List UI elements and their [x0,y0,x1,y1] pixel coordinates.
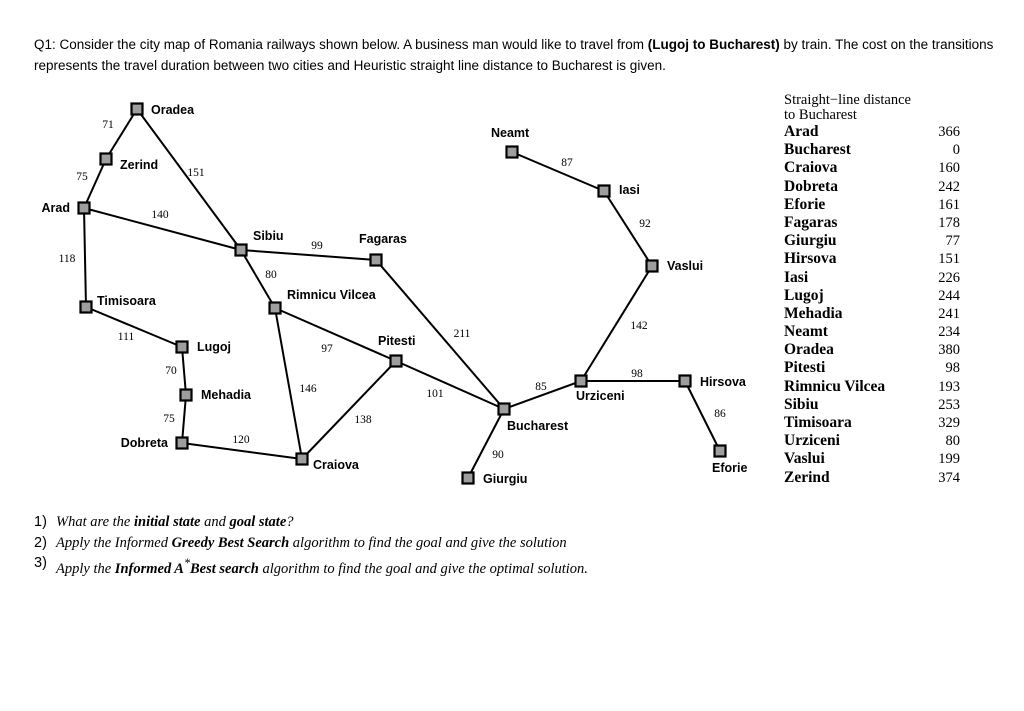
sld-distance: 77 [945,233,960,250]
sld-rows [784,123,960,487]
edge-iasi-neamt [512,152,604,191]
sld-row [784,159,960,177]
sld-row [784,378,960,396]
task-text [56,533,567,554]
edge-mehadia-dobreta [182,395,186,443]
task-list [34,512,588,579]
sld-row [784,305,960,323]
city-label-vaslui: Vaslui [667,259,704,273]
sld-city: Hirsova [784,250,837,268]
edge-cost-label: 142 [630,320,648,332]
sld-distance: 193 [938,378,960,395]
task-bold-part: Informed A [114,560,184,577]
city-label-sibiu: Sibiu [253,229,284,243]
task-bold-part: Greedy Best Search [171,534,290,551]
city-label-mehadia: Mehadia [201,388,252,402]
city-node-timisoara [81,302,92,313]
map-labels [42,103,748,486]
city-node-zerind [101,154,112,165]
edge-cost-label: 87 [561,157,573,169]
sld-distance: 329 [938,415,960,431]
task-number: 3) [34,555,47,571]
city-node-neamt [507,147,518,158]
city-label-zerind: Zerind [120,158,159,172]
sld-distance: 98 [945,360,960,377]
sld-row [784,141,960,159]
city-label-bucharest: Bucharest [507,419,569,433]
task-text [56,512,294,533]
sld-city: Pitesti [784,359,826,377]
sld-city: Rimnicu Vilcea [784,377,886,395]
sld-title-line1: Straight−line distance [784,92,911,108]
edge-cost-label: 86 [714,408,726,420]
city-label-craiova: Craiova [313,458,359,472]
edge-cost-label: 140 [151,209,169,221]
edge-lugoj-mehadia [182,347,186,395]
edge-cost-label: 90 [492,449,504,461]
edge-craiova-pitesti [302,361,396,459]
sld-city: Fagaras [784,213,838,231]
task-text [56,553,588,579]
sld-distance: 242 [938,178,960,195]
sld-city: Neamt [784,323,828,341]
edge-cost-label: 101 [426,388,444,400]
city-label-hirsova: Hirsova [700,375,746,389]
edge-cost-label: 151 [187,167,205,179]
city-label-urziceni: Urziceni [576,389,625,403]
sld-row [784,432,960,450]
edge-cost-label: 97 [321,343,333,355]
city-node-arad [79,203,90,214]
edge-cost-label: 98 [631,368,643,380]
task-bold-part: Best search [190,560,259,577]
sld-distance: 0 [952,142,960,159]
task-bold-part: goal state [229,514,287,530]
sld-city: Lugoj [784,286,824,304]
sld-city: Bucharest [784,141,851,159]
sld-title-line2: to Bucharest [784,107,857,123]
map-costs [59,119,726,461]
sld-row [784,341,960,359]
sld-distance: 151 [938,251,960,268]
sld-row [784,178,960,196]
sld-row [784,196,960,214]
edge-cost-label: 80 [265,269,277,281]
task-number: 1) [34,514,47,530]
sld-city: Sibiu [784,395,819,413]
edge-cost-label: 120 [232,434,250,446]
sld-distance: 199 [938,451,960,468]
edge-zerind-arad [84,159,106,208]
city-node-sibiu [236,245,247,256]
task-bold-part: initial state [134,514,201,530]
sld-row [784,396,960,414]
sld-distance: 226 [938,269,960,286]
sld-distance: 380 [938,342,960,359]
edge-cost-label: 118 [58,253,76,265]
sld-distance: 160 [938,160,960,177]
task-text-part: ? [286,514,294,530]
straight-line-distance-table [784,93,960,487]
sld-distance: 80 [945,433,960,450]
sld-distance: 234 [938,324,960,341]
city-node-lugoj [177,342,188,353]
task-text-part: Apply the Informed [56,534,172,551]
city-label-neamt: Neamt [491,126,530,140]
edge-oradea-zerind [106,109,137,159]
edge-pitesti-bucharest [396,361,504,409]
city-node-pitesti [391,356,402,367]
sld-city: Iasi [784,268,809,286]
edge-cost-label: 211 [453,328,471,340]
sld-row [784,450,960,468]
city-label-timisoara: Timisoara [97,294,156,308]
task-text-part: What are the [56,514,134,530]
task-text-part: algorithm to find the goal and give the solution [289,534,567,551]
sld-row [784,469,960,487]
edge-bucharest-giurgiu [468,409,504,478]
edge-sibiu-fagaras [241,250,376,260]
sld-city: Craiova [784,159,838,177]
edge-cost-label: 71 [102,119,114,131]
sld-city: Urziceni [784,432,840,450]
city-label-pitesti: Pitesti [378,334,416,348]
sld-city: Vaslui [784,450,825,468]
edge-rimnicu-craiova [275,308,302,459]
edge-cost-label: 146 [299,383,317,395]
city-label-iasi: Iasi [619,183,640,197]
city-label-dobreta: Dobreta [120,436,168,450]
city-node-eforie [715,446,726,457]
sld-city: Zerind [784,468,830,486]
sld-distance: 244 [938,287,960,304]
sld-row [784,323,960,341]
city-label-oradea: Oradea [151,103,195,117]
sld-row [784,414,960,432]
sld-row [784,123,960,141]
city-node-rimnicu [270,303,281,314]
sld-city: Giurgiu [784,232,837,250]
city-node-craiova [297,454,308,465]
sld-row [784,214,960,232]
sld-city: Timisoara [784,414,852,431]
question-prefix: Q1: Consider the city map of Romania railways shown below. A business man would like to travel from [34,37,648,52]
sld-distance: 161 [938,196,960,213]
sld-row [784,359,960,377]
city-node-vaslui [647,261,658,272]
city-label-arad: Arad [41,201,70,215]
task-superscript: * [183,556,190,570]
city-node-giurgiu [463,473,474,484]
task-item [34,553,588,579]
edge-cost-label: 99 [311,240,323,252]
city-node-iasi [599,186,610,197]
sld-distance: 178 [938,214,960,231]
task-item [34,512,588,533]
sld-city: Mehadia [784,304,843,322]
city-node-oradea [132,104,143,115]
sld-city: Dobreta [784,177,838,195]
question-route: (Lugoj to Bucharest) [647,37,780,52]
edge-cost-label: 75 [76,171,88,183]
city-label-lugoj: Lugoj [197,340,232,354]
sld-distance: 374 [938,469,960,486]
city-label-rimnicu: Rimnicu Vilcea [287,288,376,302]
sld-row [784,287,960,305]
question-suffix: by train. The cost on the transitions represents the travel duration between two cities and Heuristic straight line distance to Bucharest is given. [34,37,994,73]
task-text-part: and [200,514,230,530]
city-label-eforie: Eforie [712,461,748,475]
city-node-dobreta [177,438,188,449]
sld-row [784,269,960,287]
edge-cost-label: 85 [535,381,547,393]
edge-cost-label: 75 [163,413,175,425]
task-item [34,533,588,554]
sld-row [784,250,960,268]
task-number: 2) [34,534,47,551]
sld-distance: 241 [938,305,960,322]
sld-distance: 253 [938,396,960,413]
edge-cost-label: 92 [639,218,651,230]
edge-arad-timisoara [84,208,86,307]
sld-row [784,232,960,250]
sld-distance: 366 [938,124,960,140]
edge-cost-label: 138 [354,414,372,426]
city-node-bucharest [499,404,510,415]
sld-city: Eforie [784,195,826,213]
edge-oradea-sibiu [137,109,241,250]
task-text-part: Apply the [56,560,115,577]
sld-city: Oradea [784,341,834,359]
task-text-part: algorithm to find the goal and give the optimal solution. [258,560,588,577]
city-node-mehadia [181,390,192,401]
city-node-fagaras [371,255,382,266]
city-label-fagaras: Fagaras [359,232,407,246]
city-node-urziceni [576,376,587,387]
map-edges [84,109,720,478]
edge-cost-label: 111 [117,331,135,343]
city-label-giurgiu: Giurgiu [483,472,528,486]
city-node-hirsova [680,376,691,387]
sld-city: Arad [784,123,819,140]
edge-cost-label: 70 [165,365,177,377]
